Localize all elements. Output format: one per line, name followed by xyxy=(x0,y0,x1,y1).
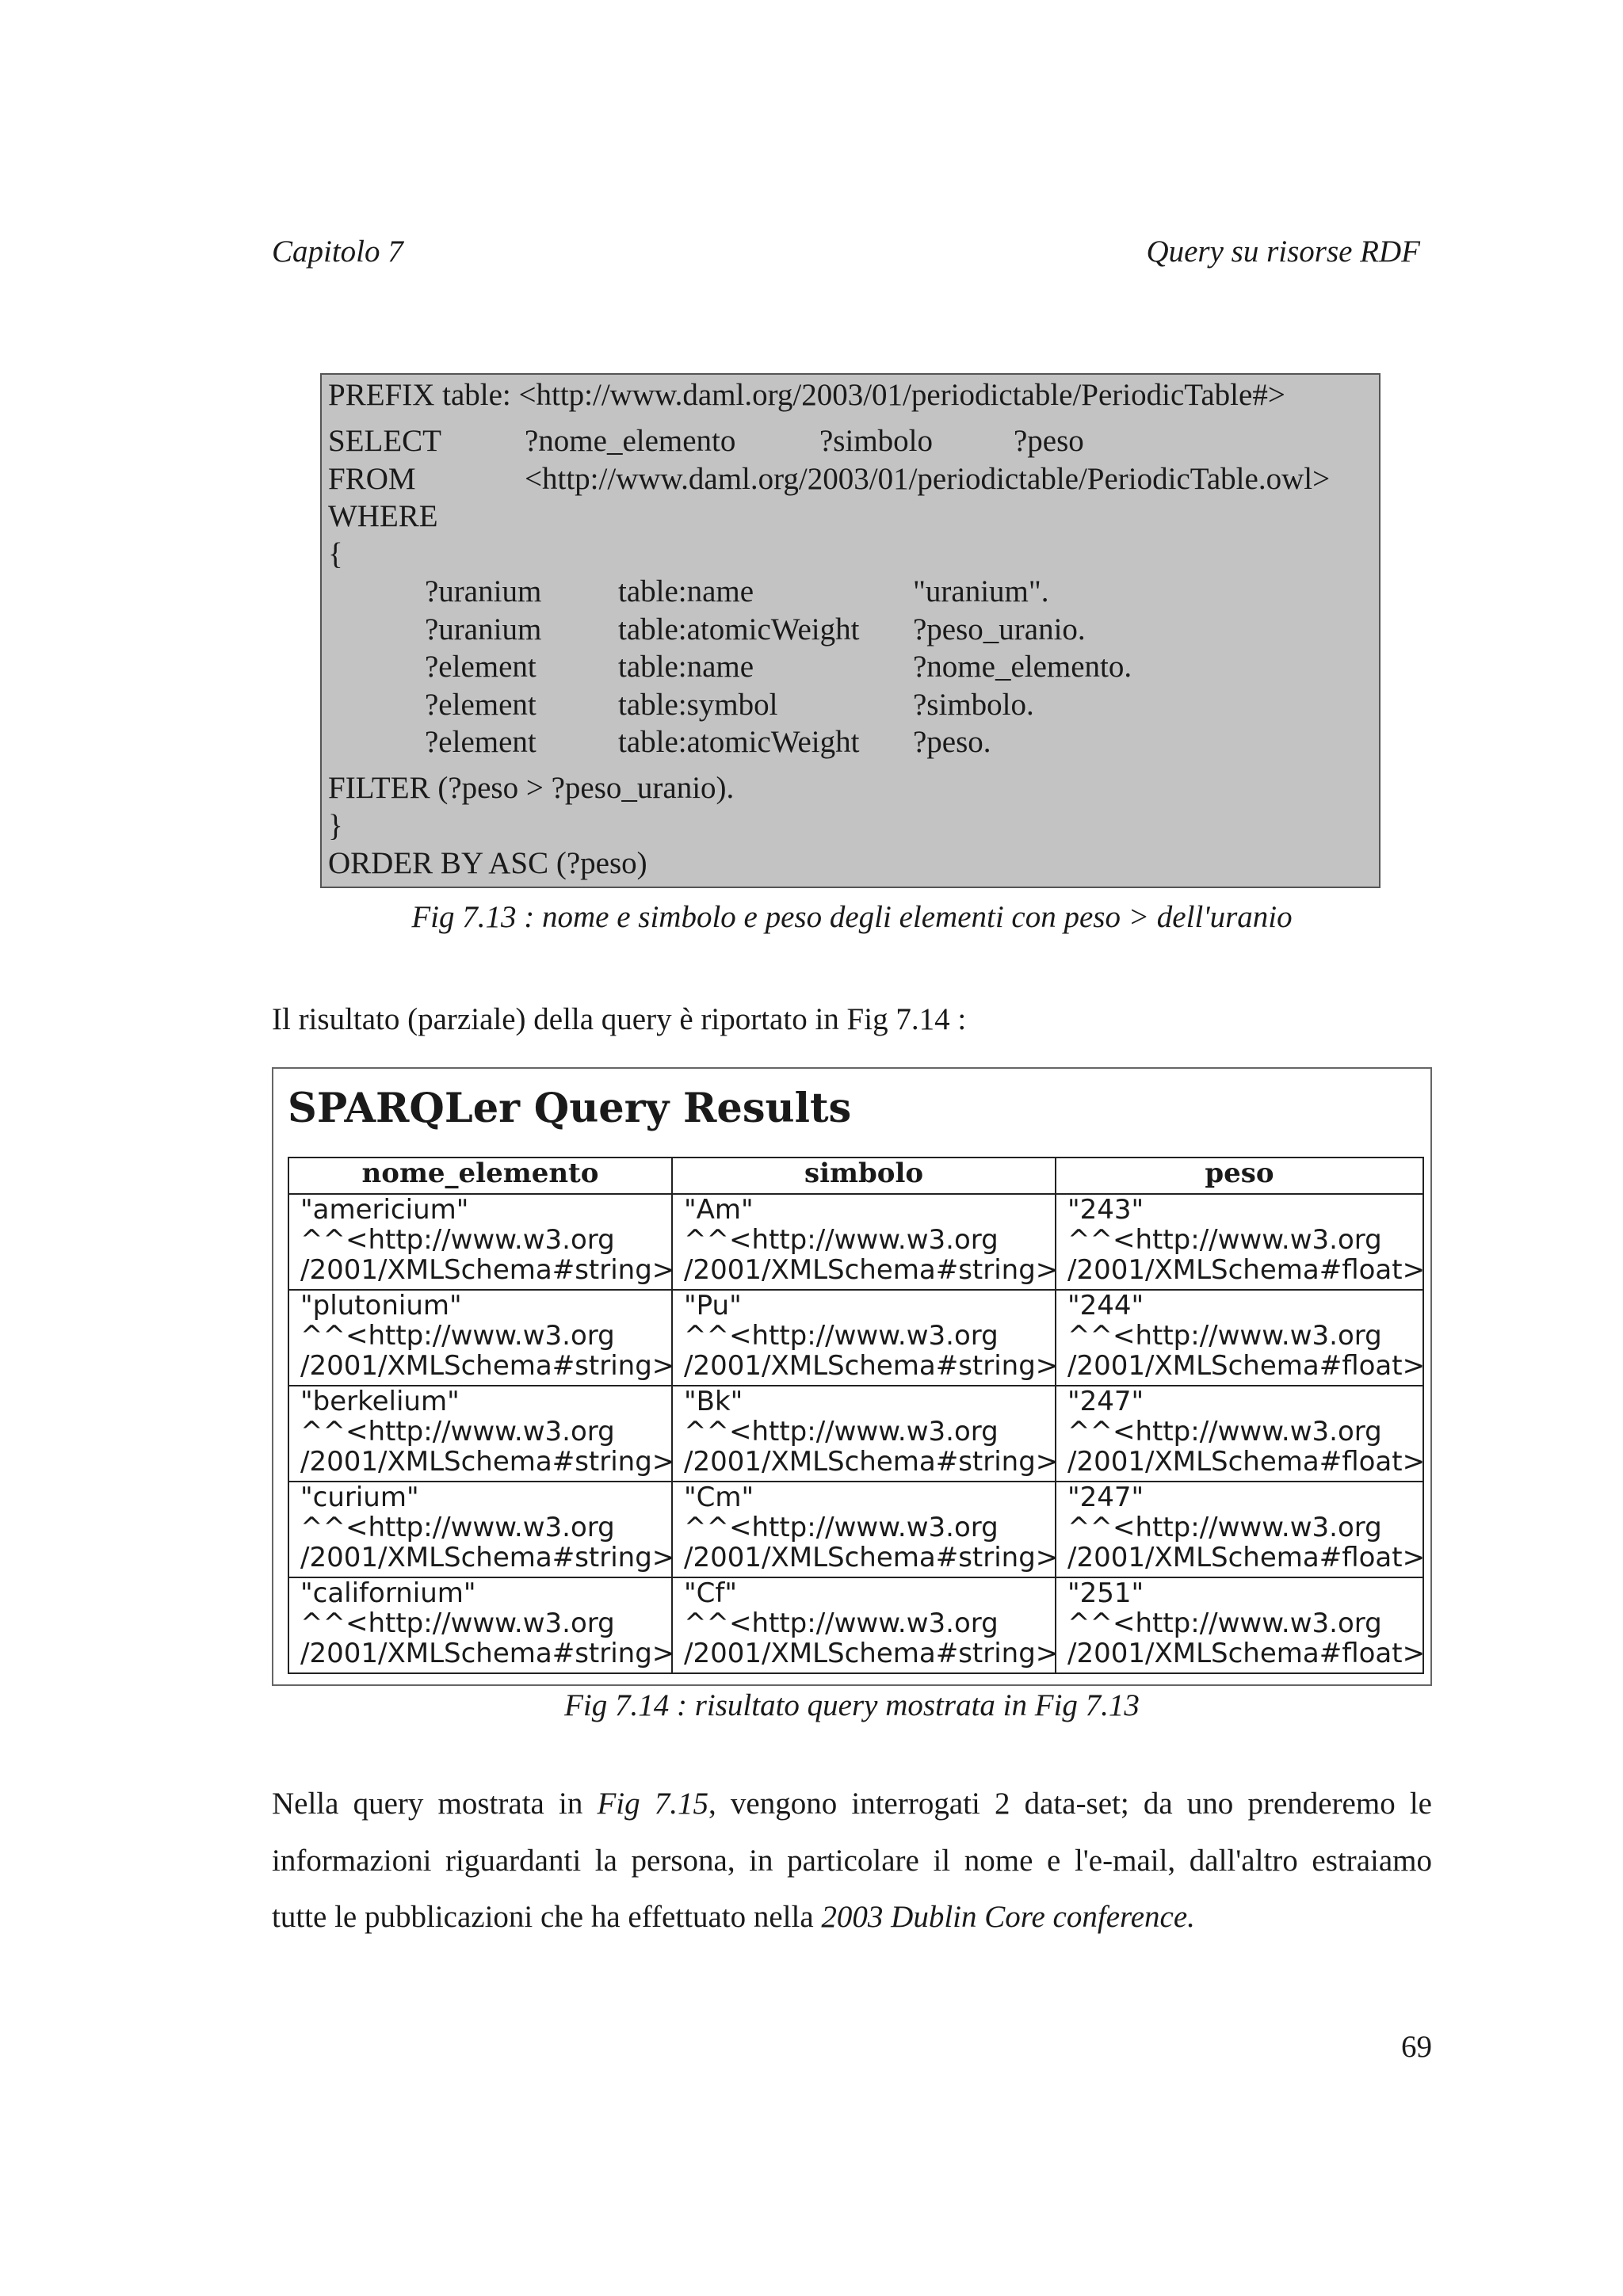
table-row xyxy=(288,1194,1423,1290)
cell-line: /2001/XMLSchema#string> xyxy=(300,1446,675,1478)
body-paragraph-line-2: informazioni riguardanti la persona, in particolare il nome e l'e-mail, dall'altro estraiamo xyxy=(272,1844,1432,1878)
query-open-brace: { xyxy=(328,537,343,571)
cell-line: "plutonium" xyxy=(300,1290,462,1322)
cell-line: ^^<http://www.w3.org xyxy=(1067,1320,1382,1352)
cell-line: "Cf" xyxy=(684,1577,737,1609)
paragraph-text: Nella query mostrata in xyxy=(272,1787,598,1821)
cell-line: "243" xyxy=(1067,1194,1144,1226)
column-header: peso xyxy=(1056,1158,1423,1194)
query-prefix-line: PREFIX table: <http://www.daml.org/2003/01/periodictable/PeriodicTable#> xyxy=(328,378,1285,412)
table-row xyxy=(288,1290,1423,1386)
cell-line: /2001/XMLSchema#string> xyxy=(300,1350,675,1382)
triple-object: ?peso. xyxy=(913,725,991,759)
query-where-keyword: WHERE xyxy=(328,499,438,533)
cell-line: ^^<http://www.w3.org xyxy=(300,1224,615,1256)
table-cell xyxy=(672,1194,1059,1290)
cell-line: ^^<http://www.w3.org xyxy=(684,1224,999,1256)
running-header-section: Query su risorse RDF xyxy=(1146,235,1420,269)
select-var-2: ?simbolo xyxy=(819,424,933,458)
cell-line: ^^<http://www.w3.org xyxy=(1067,1512,1382,1543)
body-paragraph-line-3 xyxy=(272,1897,1195,1938)
cell-line: /2001/XMLSchema#float> xyxy=(1067,1542,1426,1573)
running-header-chapter: Capitolo 7 xyxy=(272,235,403,269)
select-var-3: ?peso xyxy=(1014,424,1084,458)
cell-line: /2001/XMLSchema#string> xyxy=(684,1254,1059,1286)
cell-line: /2001/XMLSchema#string> xyxy=(300,1638,675,1669)
cell-line: ^^<http://www.w3.org xyxy=(300,1608,615,1639)
triple-object: "uranium". xyxy=(913,574,1049,608)
column-header: nome_elemento xyxy=(288,1158,672,1194)
query-order-line: ORDER BY ASC (?peso) xyxy=(328,846,647,880)
cell-line: "247" xyxy=(1067,1482,1144,1513)
triple-predicate: table:atomicWeight xyxy=(618,612,860,646)
cell-line: ^^<http://www.w3.org xyxy=(1067,1416,1382,1447)
triple-subject: ?uranium xyxy=(425,612,542,646)
cell-line: /2001/XMLSchema#string> xyxy=(300,1254,675,1286)
query-select-keyword: SELECT xyxy=(328,424,441,458)
cell-line: /2001/XMLSchema#string> xyxy=(684,1446,1059,1478)
query-from-keyword: FROM xyxy=(328,462,416,496)
query-from-uri: <http://www.daml.org/2003/01/periodictable/PeriodicTable.owl> xyxy=(525,462,1331,496)
query-filter-line: FILTER (?peso > ?peso_uranio). xyxy=(328,771,735,805)
cell-line: "Cm" xyxy=(684,1482,754,1513)
cell-line: /2001/XMLSchema#float> xyxy=(1067,1350,1426,1382)
table-cell xyxy=(1056,1290,1426,1386)
body-paragraph-line-1 xyxy=(272,1783,1432,1825)
cell-line: ^^<http://www.w3.org xyxy=(684,1416,999,1447)
table-cell xyxy=(672,1290,1059,1386)
select-var-1: ?nome_elemento xyxy=(525,424,736,458)
cell-line: /2001/XMLSchema#float> xyxy=(1067,1446,1426,1478)
triple-subject: ?element xyxy=(425,650,537,684)
table-cell xyxy=(288,1482,675,1577)
query-close-brace: } xyxy=(328,809,343,843)
cell-line: /2001/XMLSchema#float> xyxy=(1067,1254,1426,1286)
paragraph-text: tutte le pubblicazioni che ha effettuato nella xyxy=(272,1900,822,1934)
cell-line: "Pu" xyxy=(684,1290,742,1322)
intro-paragraph: Il risultato (parziale) della query è riportato in Fig 7.14 : xyxy=(272,1002,967,1036)
table-cell xyxy=(672,1577,1059,1673)
table-cell xyxy=(288,1386,675,1482)
table-cell xyxy=(1056,1194,1426,1290)
triple-predicate: table:atomicWeight xyxy=(618,725,860,759)
table-cell xyxy=(288,1194,675,1290)
cell-line: "244" xyxy=(1067,1290,1144,1322)
cell-line: ^^<http://www.w3.org xyxy=(1067,1224,1382,1256)
column-header: simbolo xyxy=(672,1158,1056,1194)
results-title: SPARQLer Query Results xyxy=(288,1085,852,1132)
cell-line: "berkelium" xyxy=(300,1386,460,1417)
cell-line: ^^<http://www.w3.org xyxy=(300,1512,615,1543)
conference-name: 2003 Dublin Core conference. xyxy=(821,1900,1195,1934)
results-header-row xyxy=(288,1158,1423,1194)
cell-line: ^^<http://www.w3.org xyxy=(684,1512,999,1543)
cell-line: /2001/XMLSchema#string> xyxy=(300,1542,675,1573)
results-table xyxy=(288,1157,1424,1674)
triple-subject: ?element xyxy=(425,688,537,722)
triple-predicate: table:name xyxy=(618,650,754,684)
triple-object: ?nome_elemento. xyxy=(913,650,1132,684)
cell-line: "247" xyxy=(1067,1386,1144,1417)
sparql-query-block xyxy=(320,373,1381,888)
cell-line: /2001/XMLSchema#string> xyxy=(684,1542,1059,1573)
cell-line: "Am" xyxy=(684,1194,754,1226)
table-row xyxy=(288,1482,1423,1577)
cell-line: "americium" xyxy=(300,1194,469,1226)
cell-line: ^^<http://www.w3.org xyxy=(1067,1608,1382,1639)
cell-line: "251" xyxy=(1067,1577,1144,1609)
table-cell xyxy=(672,1482,1059,1577)
cell-line: /2001/XMLSchema#string> xyxy=(684,1350,1059,1382)
table-cell xyxy=(1056,1386,1426,1482)
query-results-screenshot xyxy=(272,1067,1432,1686)
triple-predicate: table:name xyxy=(618,574,754,608)
triple-object: ?peso_uranio. xyxy=(913,612,1086,646)
triple-predicate: table:symbol xyxy=(618,688,778,722)
table-cell xyxy=(288,1577,675,1673)
table-cell xyxy=(1056,1577,1426,1673)
table-row xyxy=(288,1577,1423,1673)
cell-line: ^^<http://www.w3.org xyxy=(684,1320,999,1352)
figure-reference: Fig 7.15 xyxy=(597,1787,709,1821)
cell-line: "californium" xyxy=(300,1577,476,1609)
triple-subject: ?uranium xyxy=(425,574,542,608)
table-cell xyxy=(1056,1482,1426,1577)
cell-line: "curium" xyxy=(300,1482,419,1513)
cell-line: ^^<http://www.w3.org xyxy=(300,1320,615,1352)
triple-object: ?simbolo. xyxy=(913,688,1034,722)
table-cell xyxy=(672,1386,1059,1482)
cell-line: "Bk" xyxy=(684,1386,743,1417)
cell-line: /2001/XMLSchema#string> xyxy=(684,1638,1059,1669)
page-number: 69 xyxy=(1401,2030,1432,2064)
triple-subject: ?element xyxy=(425,725,537,759)
cell-line: ^^<http://www.w3.org xyxy=(684,1608,999,1639)
paragraph-text: , vengono interrogati 2 data-set; da uno prenderemo le xyxy=(708,1787,1432,1821)
figure-caption-7-14: Fig 7.14 : risultato query mostrata in Fig 7.13 xyxy=(564,1688,1140,1722)
table-row xyxy=(288,1386,1423,1482)
table-cell xyxy=(288,1290,675,1386)
cell-line: /2001/XMLSchema#float> xyxy=(1067,1638,1426,1669)
cell-line: ^^<http://www.w3.org xyxy=(300,1416,615,1447)
figure-caption-7-13: Fig 7.13 : nome e simbolo e peso degli elementi con peso > dell'uranio xyxy=(411,900,1293,934)
